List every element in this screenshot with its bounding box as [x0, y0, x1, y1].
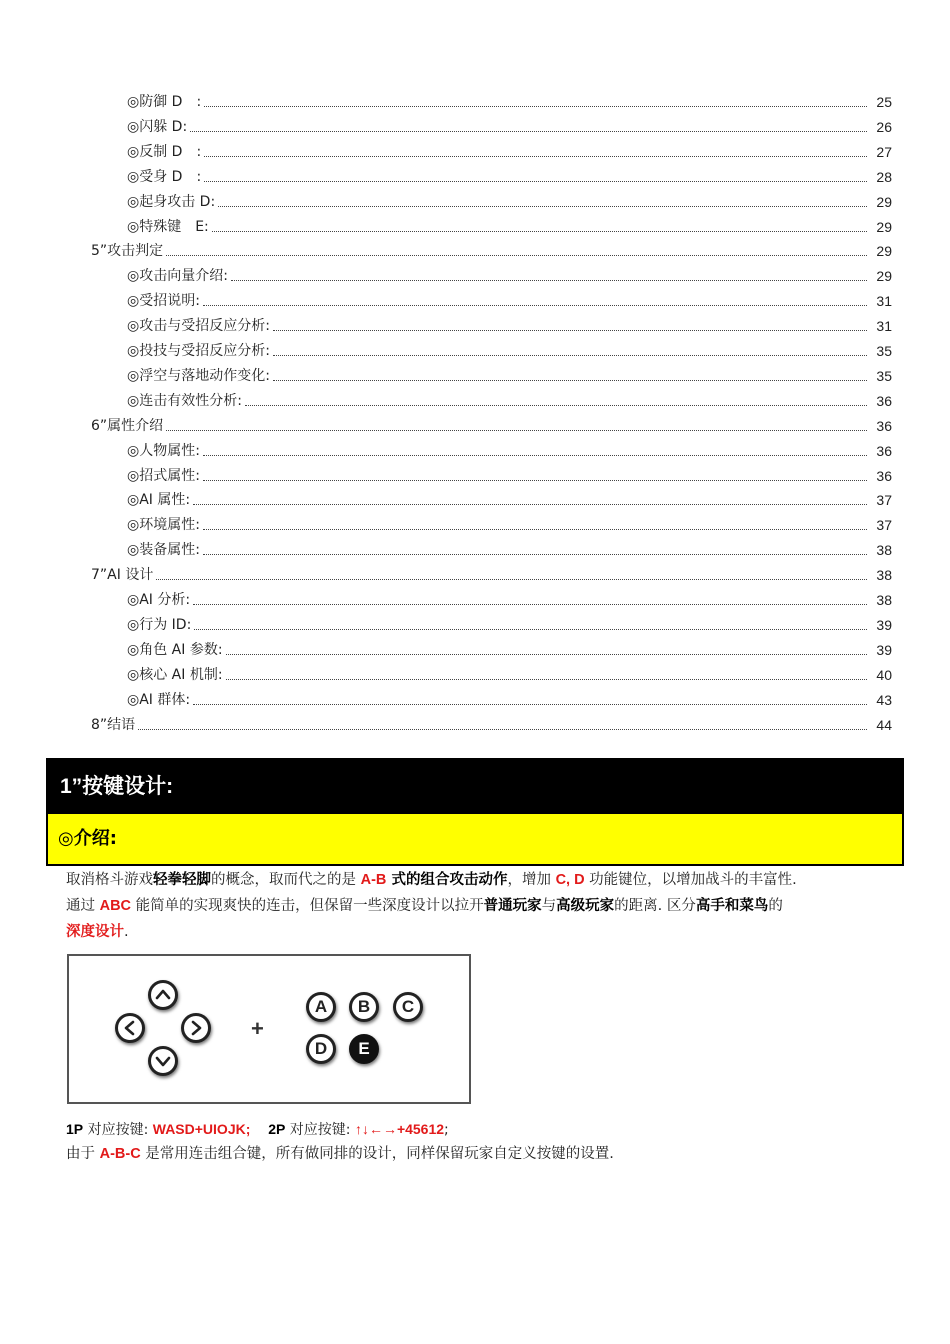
p1-text: 对应按键:	[83, 1122, 153, 1138]
toc-entry[interactable]	[127, 686, 892, 710]
toc-entry-page: 39	[876, 641, 892, 658]
toc-entry-label: ◎起身攻击 D:	[127, 193, 216, 210]
toc-entry[interactable]	[127, 536, 892, 560]
toc-entry-page: 40	[876, 666, 892, 683]
toc-entry[interactable]	[127, 287, 892, 311]
toc-leader-dots	[194, 628, 867, 630]
toc-entry-page: 36	[876, 417, 892, 434]
toc-entry[interactable]	[91, 561, 892, 585]
text-run: 功能键位，以增加战斗的丰富性.	[584, 872, 797, 888]
toc-leader-dots	[166, 429, 867, 431]
toc-entry-label: 5”攻击判定	[91, 243, 164, 260]
toc-entry-label: ◎受招说明:	[127, 293, 200, 310]
toc-leader-dots	[231, 279, 867, 281]
text-run: ABC	[99, 898, 132, 914]
text-run: C, D	[555, 872, 585, 888]
toc-entry-label: ◎环境属性:	[127, 517, 200, 534]
toc-leader-dots	[273, 329, 867, 331]
toc-entry-page: 36	[876, 392, 892, 409]
toc-entry[interactable]	[127, 213, 892, 237]
text-run: 高手和菜鸟	[695, 898, 769, 914]
text-run: 普通玩家	[483, 898, 542, 914]
text-run: 是常用连击组合键，所有做同排的设计，同样保留玩家自定义按键的设置.	[140, 1146, 614, 1162]
toc-leader-dots	[212, 230, 867, 232]
toc-entry[interactable]	[127, 611, 892, 635]
toc-entry-label: ◎防御 D :	[127, 94, 202, 110]
toc-entry-label: ◎人物属性:	[127, 442, 200, 459]
toc-entry[interactable]	[91, 237, 892, 261]
toc-entry-label: 6”属性介绍	[91, 417, 164, 434]
toc-entry-label: ◎核心 AI 机制:	[127, 666, 223, 683]
toc-leader-dots	[203, 304, 867, 306]
text-run: 由于	[66, 1146, 100, 1162]
toc-entry-page: 29	[876, 218, 892, 235]
toc-entry[interactable]	[127, 188, 892, 212]
down-arrow-icon	[148, 1046, 178, 1076]
toc-entry-page: 38	[876, 592, 892, 608]
toc-entry-label: ◎攻击向量介绍:	[127, 268, 228, 285]
toc-entry-page: 38	[876, 567, 892, 584]
plus-sign: +	[251, 1016, 264, 1041]
toc-entry-page: 31	[876, 293, 892, 310]
toc-entry[interactable]	[127, 437, 892, 461]
p2-text: 对应按键:	[285, 1122, 355, 1138]
toc-entry-label: ◎角色 AI 参数:	[127, 641, 223, 658]
toc-entry-label: 8”结语	[91, 716, 136, 733]
keymap-note	[66, 1142, 614, 1166]
text-run: A-B	[360, 872, 387, 888]
toc-leader-dots	[203, 479, 867, 481]
toc-entry-page: 25	[876, 94, 892, 110]
text-run: 通过	[66, 898, 100, 914]
section-subtitle: ◎介绍:	[48, 814, 902, 864]
toc-entry-label: ◎浮空与落地动作变化:	[127, 367, 270, 384]
button-a: A	[306, 992, 336, 1022]
toc-leader-dots	[193, 503, 867, 505]
toc-entry[interactable]	[127, 387, 892, 411]
toc-leader-dots	[273, 379, 867, 381]
button-b: B	[349, 992, 379, 1022]
toc-entry-page: 36	[876, 442, 892, 459]
toc-leader-dots	[203, 528, 867, 530]
toc-leader-dots	[190, 130, 867, 132]
toc-leader-dots	[193, 703, 867, 705]
toc-entry-page: 39	[876, 616, 892, 633]
toc-entry[interactable]	[127, 636, 892, 660]
right-arrow-icon	[181, 1013, 211, 1043]
keymap-line	[66, 1117, 449, 1142]
toc-leader-dots	[204, 105, 867, 107]
toc-entry-page: 27	[876, 143, 892, 160]
toc-leader-dots	[218, 205, 867, 207]
left-arrow-icon	[115, 1013, 145, 1043]
toc-entry-page: 35	[876, 343, 892, 359]
toc-leader-dots	[273, 354, 867, 356]
button-c: C	[393, 992, 423, 1022]
toc-entry-label: ◎受身 D :	[127, 168, 202, 185]
intro-paragraph-line-3	[66, 919, 129, 945]
toc-entry[interactable]	[127, 661, 892, 685]
toc-entry-label: ◎反制 D :	[127, 143, 202, 160]
toc-entry-label: ◎招式属性:	[127, 467, 200, 484]
p1-keys: WASD+UIOJK;	[152, 1121, 251, 1137]
text-run: 深度设计	[66, 924, 124, 940]
toc-entry-page: 29	[876, 193, 892, 210]
toc-entry[interactable]	[127, 262, 892, 286]
section-title: 1”按键设计:	[48, 760, 902, 814]
toc-entry[interactable]	[91, 711, 892, 735]
toc-entry-label: ◎特殊键 E:	[127, 218, 209, 235]
toc-entry[interactable]	[127, 362, 892, 386]
intro-paragraph-line-1	[66, 867, 797, 893]
toc-entry-page: 43	[876, 691, 892, 708]
section-header	[46, 758, 904, 866]
toc-entry-page: 37	[876, 492, 892, 509]
up-arrow-icon	[148, 980, 178, 1010]
text-run: 轻拳轻脚	[153, 872, 211, 888]
toc-entry-page: 37	[876, 517, 892, 534]
p2-label: 2P	[268, 1121, 286, 1137]
p1-label: 1P	[66, 1121, 84, 1137]
toc-entry[interactable]	[127, 511, 892, 535]
toc-entry-label: 7”AI 设计	[91, 567, 154, 584]
toc-entry-page: 31	[876, 318, 892, 335]
p2-tail: ;	[444, 1122, 449, 1138]
toc-entry-label: ◎装备属性:	[127, 542, 200, 559]
toc-entry-label: ◎攻击与受招反应分析:	[127, 318, 270, 335]
toc-leader-dots	[166, 254, 867, 256]
toc-leader-dots	[203, 454, 867, 456]
button-d: D	[306, 1034, 336, 1064]
intro-paragraph-line-2	[66, 893, 783, 919]
toc-leader-dots	[193, 603, 867, 605]
toc-entry-page: 36	[876, 467, 892, 484]
toc-entry-label: ◎行为 ID:	[127, 616, 192, 633]
toc-entry-label: ◎投技与受招反应分析:	[127, 343, 270, 359]
toc-leader-dots	[226, 653, 867, 655]
toc-entry-page: 28	[876, 168, 892, 185]
button-e: E	[349, 1034, 379, 1064]
toc-entry[interactable]	[127, 586, 892, 610]
text-run: 的	[768, 898, 783, 914]
toc-entry-page: 38	[876, 542, 892, 559]
text-run: 式的组合攻击动作	[386, 872, 508, 888]
toc-entry-page: 35	[876, 367, 892, 384]
toc-leader-dots	[203, 553, 867, 555]
text-run: .	[124, 924, 129, 940]
toc-entry[interactable]	[91, 412, 892, 436]
text-run: 能简单的实现爽快的连击，但保留一些深度设计以拉开	[131, 898, 484, 914]
toc-entry[interactable]	[127, 113, 892, 137]
toc-entry[interactable]	[127, 163, 892, 187]
text-run: 的距离. 区分	[614, 898, 696, 914]
toc-leader-dots	[245, 404, 867, 406]
toc-leader-dots	[204, 155, 867, 157]
toc-entry[interactable]	[127, 138, 892, 162]
toc-entry-page: 29	[876, 268, 892, 285]
toc-entry[interactable]	[127, 312, 892, 336]
toc-entry-label: ◎AI 群体:	[127, 691, 191, 708]
toc-leader-dots	[204, 180, 867, 182]
text-run: ，增加	[507, 872, 556, 888]
toc-leader-dots	[156, 578, 867, 580]
toc-entry[interactable]	[127, 88, 892, 112]
toc-entry-label: ◎连击有效性分析:	[127, 392, 242, 409]
toc-entry[interactable]	[127, 486, 892, 510]
p2-keys: ↑↓←→+45612	[354, 1121, 445, 1137]
toc-entry-page: 29	[876, 243, 892, 260]
toc-entry-label: ◎AI 分析:	[127, 592, 191, 608]
text-run: 取消格斗游戏	[66, 872, 153, 888]
toc-leader-dots	[138, 728, 867, 730]
text-run: 与	[541, 898, 557, 914]
text-run: A-B-C	[99, 1146, 141, 1162]
toc-entry[interactable]	[127, 462, 892, 486]
toc-entry-page: 44	[876, 716, 892, 733]
toc-leader-dots	[226, 678, 867, 680]
toc-entry-label: ◎AI 属性:	[127, 492, 191, 509]
text-run: 高级玩家	[556, 898, 615, 914]
toc-entry-label: ◎闪躲 D:	[127, 118, 188, 135]
toc-entry[interactable]	[127, 337, 892, 361]
text-run: 的概念，取而代之的是	[211, 872, 361, 888]
toc-entry-page: 26	[876, 118, 892, 135]
